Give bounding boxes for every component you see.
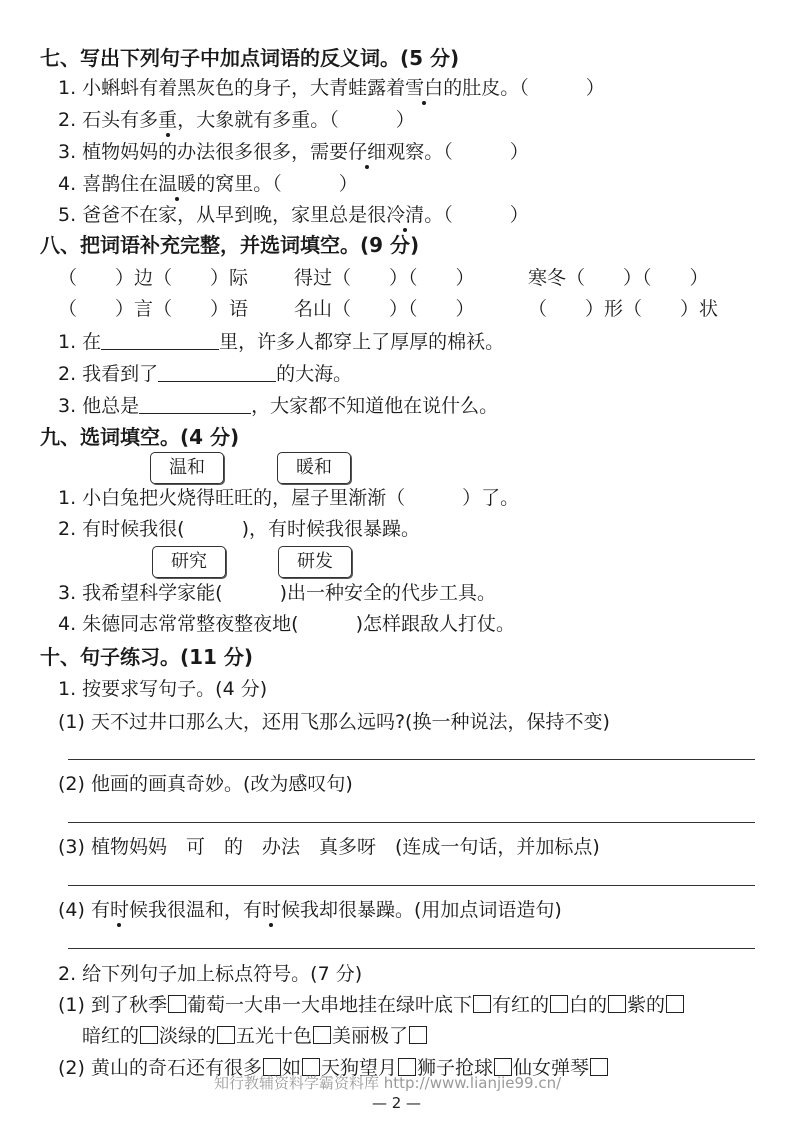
s9-q2: 2. 有时候我很( )，有时候我很暴躁。: [58, 518, 420, 540]
punct-box[interactable]: [666, 995, 684, 1013]
punct-box[interactable]: [409, 1026, 427, 1044]
s9-q3: 3. 我希望科学家能( )出一种安全的代步工具。: [58, 582, 496, 604]
watermark: 知行教辅资料学霸资料库 http://www.lianjie99.cn/: [214, 1074, 562, 1092]
s8-word-1: （ ）边（ ）际: [58, 267, 249, 289]
s7-item-1: 1. 小蝌蚪有着黑灰色的身子，大青蛙露着雪白的肚皮。（ ）: [58, 77, 605, 99]
punct-box[interactable]: [168, 995, 186, 1013]
punct-box[interactable]: [140, 1026, 158, 1044]
s8-word-4: （ ）言（ ）语: [58, 298, 249, 320]
fill-blank[interactable]: [101, 331, 219, 350]
answer-line[interactable]: [68, 822, 755, 823]
s8-word-6: （ ）形（ ）状: [528, 298, 719, 320]
s8-word-3: 寒冬（ ）（ ）: [528, 267, 709, 289]
answer-line[interactable]: [68, 885, 755, 886]
punct-box[interactable]: [608, 995, 626, 1013]
word-choice-box: 温和: [150, 452, 224, 484]
punct-box[interactable]: [550, 995, 568, 1013]
answer-line[interactable]: [68, 948, 755, 949]
s10-p3: (3) 植物妈妈 可 的 办法 真多呀 (连成一句话，并加标点): [58, 836, 600, 858]
punct-box[interactable]: [590, 1058, 608, 1076]
punct-sentence-1b: 暗红的 淡绿的 五光十色 美丽极了: [82, 1024, 428, 1048]
s10-p2: (2) 他画的画真奇妙。(改为感叹句): [58, 773, 353, 795]
s10-sub2: 2. 给下列句子加上标点符号。(7 分): [58, 963, 363, 985]
punct-box[interactable]: [217, 1026, 235, 1044]
s10-p4: (4) 有时候我很温和，有时候我却很暴躁。(用加点词语造句): [58, 899, 562, 921]
s8-word-2: 得过（ ）（ ）: [294, 267, 475, 289]
s9-q4: 4. 朱德同志常常整夜整夜地( )怎样跟敌人打仗。: [58, 613, 515, 635]
section-8-title: 八、把词语补充完整，并选词填空。(9 分): [40, 233, 420, 257]
s7-item-5: 5. 爸爸不在家，从早到晚，家里总是很冷清。（ ）: [58, 204, 529, 226]
page-number: — 2 —: [371, 1094, 422, 1112]
s7-item-2: 2. 石头有多重，大象就有多重。（ ）: [58, 109, 415, 131]
punct-sentence-1a: (1) 到了秋季 葡萄一大串一大串地挂在绿叶底下 有红的 白的 紫的: [58, 993, 685, 1017]
s9-q1: 1. 小白兔把火烧得旺旺的，屋子里渐渐（ ）了。: [58, 487, 520, 509]
s8-q2: 2. 我看到了 的大海。: [58, 363, 353, 385]
section-10-title: 十、句子练习。(11 分): [40, 645, 254, 669]
answer-line[interactable]: [68, 759, 755, 760]
word-choice-box: 研究: [152, 546, 226, 578]
word-choice-box: 暖和: [277, 452, 351, 484]
section-9-title: 九、选词填空。(4 分): [40, 425, 240, 449]
fill-blank[interactable]: [139, 395, 251, 414]
s10-p1: (1) 天不过井口那么大，还用飞那么远吗?(换一种说法，保持不变): [58, 711, 610, 733]
s10-sub1: 1. 按要求写句子。(4 分): [58, 678, 268, 700]
s8-q1: 1. 在 里，许多人都穿上了厚厚的棉袄。: [58, 331, 505, 353]
punct-box[interactable]: [473, 995, 491, 1013]
s7-item-4: 4. 喜鹊住在温暖的窝里。（ ）: [58, 173, 358, 195]
s8-word-5: 名山（ ）（ ）: [294, 298, 475, 320]
punct-box[interactable]: [313, 1026, 331, 1044]
punct-sentence-2: (2) 黄山的奇石还有很多 如 天狗望月 狮子抢球 仙女弹琴: [58, 1056, 609, 1080]
fill-blank[interactable]: [158, 363, 276, 382]
s7-item-3: 3. 植物妈妈的办法很多很多，需要仔细观察。（ ）: [58, 141, 529, 163]
s8-q3: 3. 他总是 ，大家都不知道他在说什么。: [58, 395, 499, 417]
section-7-title: 七、写出下列句子中加点词语的反义词。(5 分): [40, 46, 460, 70]
word-choice-box: 研发: [278, 546, 352, 578]
